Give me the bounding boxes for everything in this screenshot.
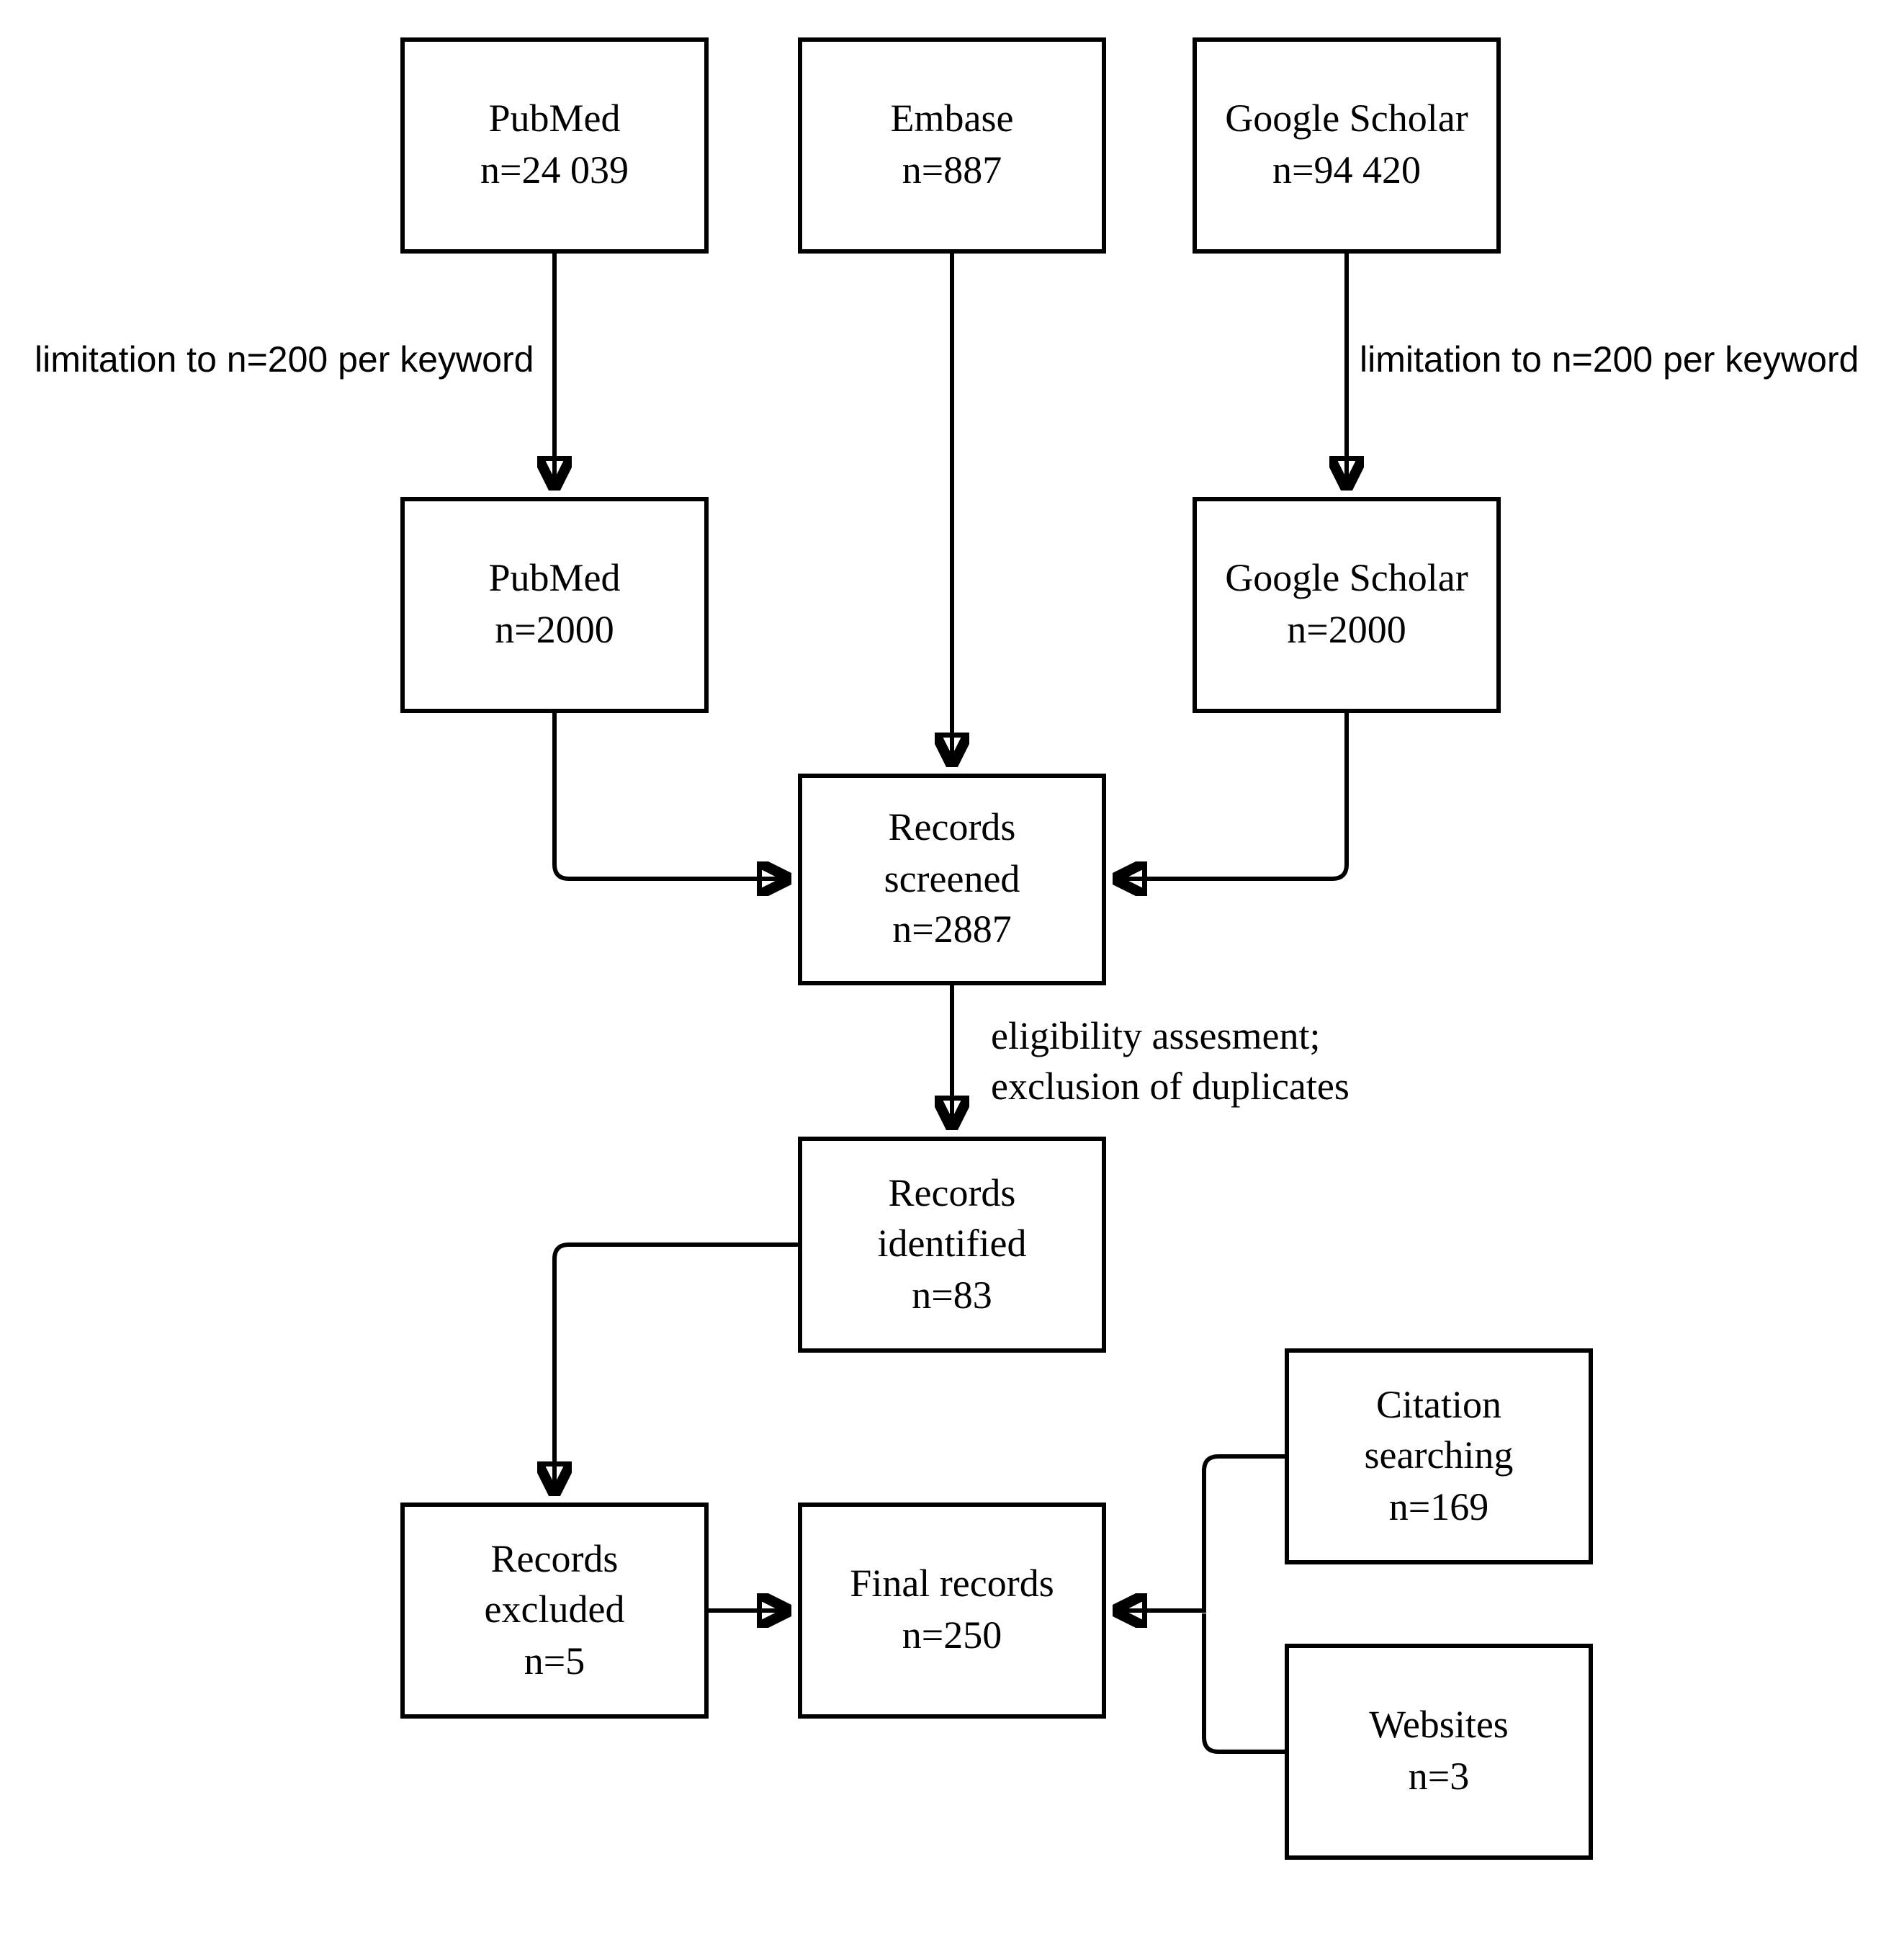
box-records-identified-line2: identified [877, 1222, 1027, 1266]
box-final-records [798, 1503, 1106, 1719]
box-pubmed-limited [400, 497, 709, 713]
label-eligibility [991, 1011, 1350, 1112]
label-limitation-left: limitation to n=200 per keyword [35, 340, 534, 380]
box-records-excluded [400, 1503, 709, 1719]
box-records-excluded-line3: n=5 [524, 1639, 585, 1683]
arrow-pubmedlimited-to-screened [554, 713, 788, 879]
box-citation-searching-line2: searching [1364, 1433, 1514, 1477]
box-records-excluded-line1: Records [490, 1536, 619, 1580]
arrow-identified-to-excluded [554, 1245, 798, 1492]
box-records-screened [798, 774, 1106, 985]
box-google-initial [1193, 37, 1501, 254]
box-citation-searching-line3: n=169 [1388, 1485, 1489, 1528]
label-eligibility-line1: eligibility assesment; [991, 1014, 1321, 1057]
box-citation-searching [1285, 1348, 1593, 1564]
box-google-limited-line2: n=2000 [1287, 608, 1406, 651]
box-embase-line2: n=887 [902, 148, 1002, 192]
box-google-initial-line1: Google Scholar [1225, 97, 1468, 140]
arrow-citation-to-final [1116, 1456, 1285, 1611]
box-pubmed-limited-line1: PubMed [488, 556, 621, 600]
label-eligibility-line2: exclusion of duplicates [991, 1065, 1350, 1109]
box-records-identified-line1: Records [888, 1170, 1016, 1214]
box-pubmed-limited-line2: n=2000 [495, 608, 614, 651]
box-pubmed-initial [400, 37, 709, 254]
box-records-identified [798, 1137, 1106, 1353]
box-records-excluded-line2: excluded [484, 1588, 625, 1631]
connector-websites-to-final [1204, 1613, 1285, 1752]
box-records-identified-line3: n=83 [912, 1273, 992, 1317]
box-records-screened-line1: Records [888, 805, 1016, 849]
box-records-screened-line3: n=2887 [892, 908, 1012, 951]
box-pubmed-initial-line2: n=24 039 [480, 148, 629, 192]
box-final-records-line1: Final records [850, 1562, 1054, 1606]
box-citation-searching-line1: Citation [1376, 1382, 1501, 1426]
box-pubmed-initial-line1: PubMed [488, 97, 621, 140]
box-google-limited [1193, 497, 1501, 713]
box-final-records-line2: n=250 [902, 1613, 1002, 1657]
box-websites [1285, 1644, 1593, 1860]
box-websites-line2: n=3 [1408, 1755, 1470, 1798]
arrow-googlelimited-to-screened [1116, 713, 1347, 879]
box-embase [798, 37, 1106, 254]
box-embase-line1: Embase [890, 97, 1014, 140]
box-records-screened-line2: screened [884, 856, 1020, 900]
box-google-limited-line1: Google Scholar [1225, 556, 1468, 600]
box-google-initial-line2: n=94 420 [1272, 148, 1421, 192]
label-limitation-right: limitation to n=200 per keyword [1360, 340, 1859, 380]
box-websites-line1: Websites [1369, 1703, 1509, 1747]
